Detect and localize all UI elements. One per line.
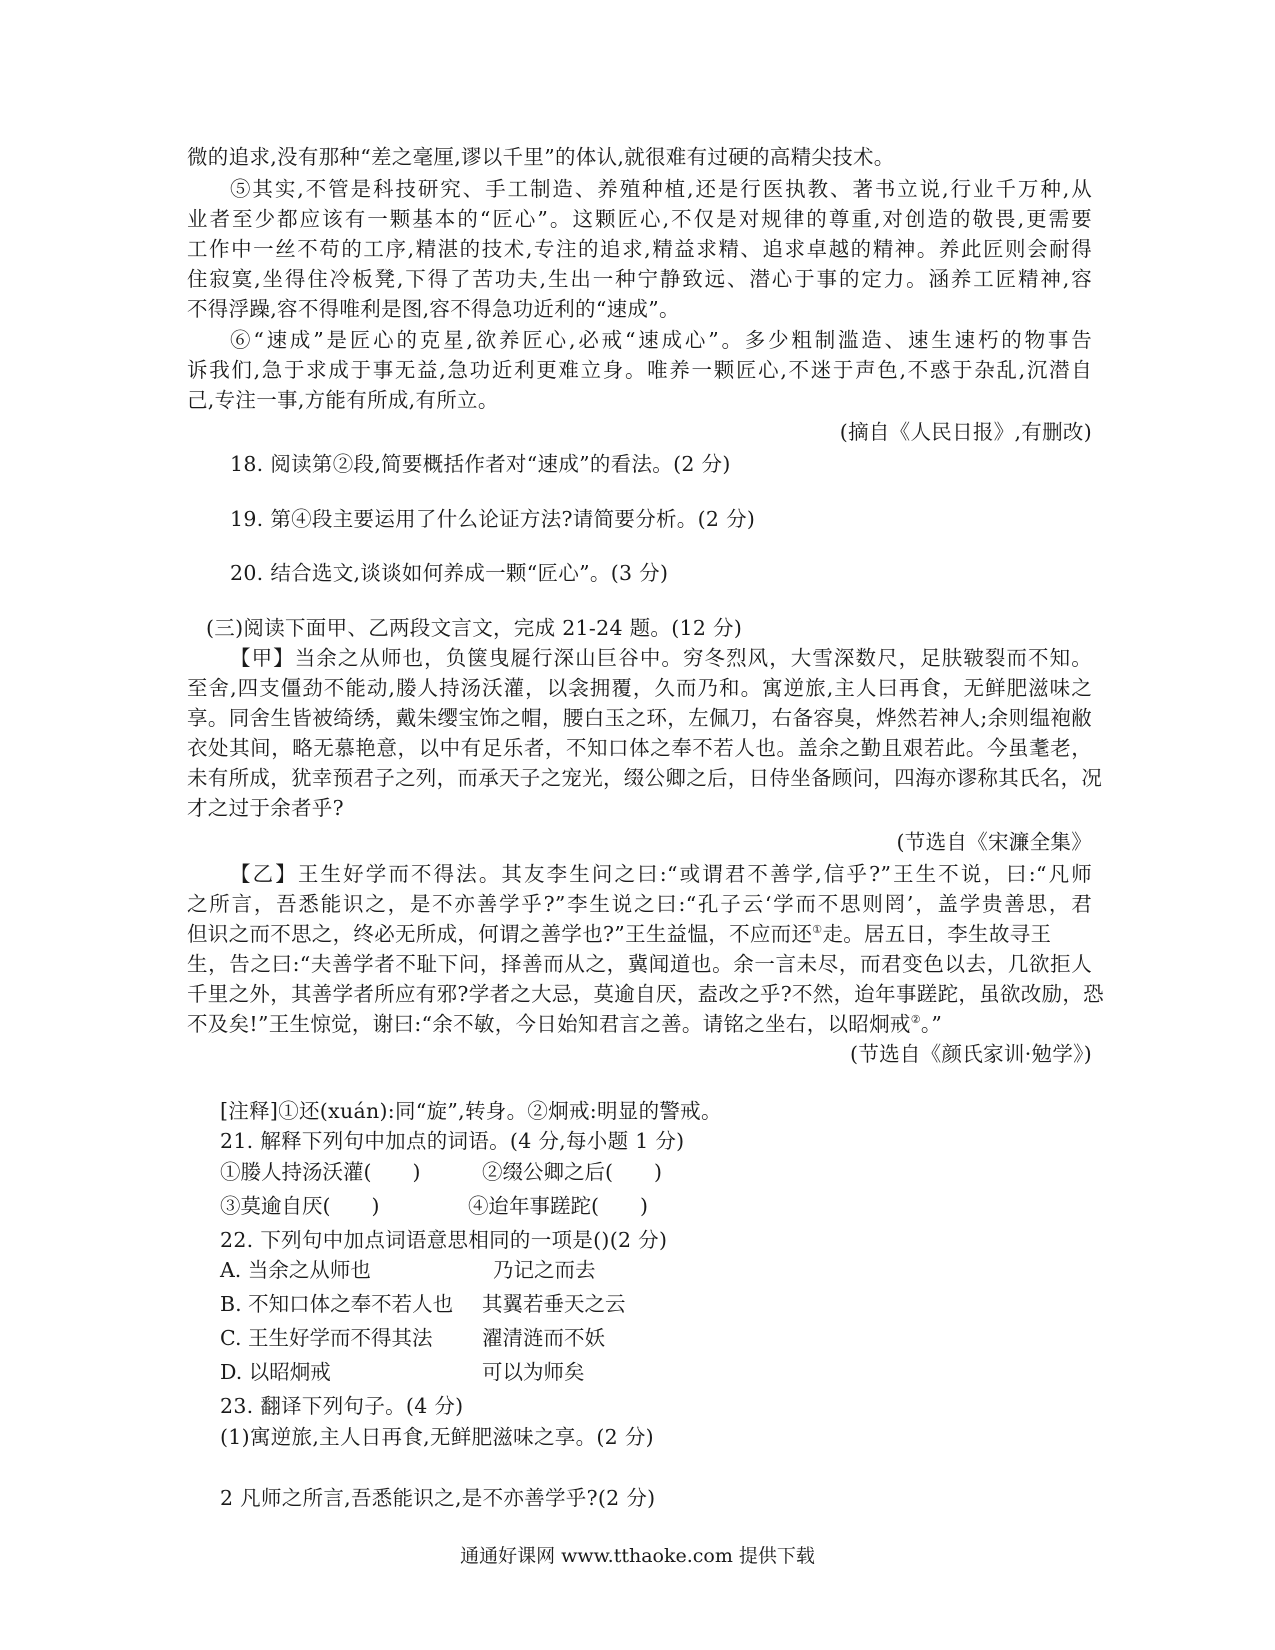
passage-yi-line: 但识之而不思之，终必无所成，何谓之善学也?”王生益愠，不应而还①走。居五日，李生故寻王 [187,922,1052,946]
passage-jia-source: (节选自《宋濂全集》 [896,830,1092,854]
paragraph-6-line: ⑥“速成”是匠心的克星,欲养匠心,必戒“速成心”。多少粗制滥造、速生速朽的物事告 [230,328,1092,352]
question-23-stem: 23. 翻译下列句子。(4 分) [220,1394,464,1418]
question-21-item: ④迨年事蹉跎( ) [468,1194,648,1218]
passage-yi-source: (节选自《颜氏家训·勉学》) [850,1042,1092,1066]
passage-yi-line: 之所言，吾悉能识之，是不亦善学乎?”李生说之曰:“孔子云‘学而不思则罔’，盖学贵善思，君 [187,892,1092,916]
paragraph-5-line: 不得浮躁,容不得唯利是图,容不得急功近利的“速成”。 [187,297,680,321]
paragraph-5-line: 业者至少都应该有一颗基本的“匠心”。这颗匠心,不仅是对规律的尊重,对创造的敬畏,更需要 [187,207,1092,231]
paragraph-5-line: ⑤其实,不管是科技研究、手工制造、养殖种植,还是行医执教、著书立说,行业千万种,从 [230,177,1092,201]
article-source: (摘自《人民日报》,有删改) [839,420,1092,444]
question-19: 19. 第④段主要运用了什么论证方法?请简要分析。(2 分) [230,507,756,531]
paragraph-5-line: 工作中一丝不苟的工序,精湛的技术,专注的追求,精益求精、追求卓越的精神。养此匠则会耐得 [187,237,1092,261]
note-marker-1: ① [812,923,823,937]
question-22-option-c-pair: 濯清涟而不妖 [482,1326,605,1350]
section-3-heading: (三)阅读下面甲、乙两段文言文，完成 21-24 题。(12 分) [206,616,743,640]
passage-jia-line: 才之过于余者乎? [187,796,344,820]
question-21-item: ③莫逾自厌( ) [220,1194,380,1218]
question-18: 18. 阅读第②段,简要概括作者对“速成”的看法。(2 分) [230,452,731,476]
question-23-sentence-2: 2 凡师之所言,吾悉能识之,是不亦善学乎?(2 分) [220,1486,656,1510]
passage-yi-line: 千里之外，其善学者所应有邪?学者之大忌，莫逾自厌，盍改之乎?不然，迨年事蹉跎，虽欲改励，恐 [187,982,1104,1006]
question-22-option-c: C. 王生好学而不得其法 [220,1326,433,1350]
question-22-option-a-pair: 乃记之而去 [493,1258,596,1282]
question-22-option-d-pair: 可以为师矣 [482,1360,585,1384]
passage-jia-line: 衣处其间，略无慕艳意，以中有足乐者，不知口体之奉不若人也。盖余之勤且艰若此。今虽耄老， [187,736,1092,760]
passage-yi-line: 不及矣!”王生惊觉，谢曰:“余不敏，今日始知君言之善。请铭之坐右，以昭炯戒②。” [187,1012,943,1036]
paragraph-6-line: 诉我们,急于求成于事无益,急功近利更难立身。唯养一颗匠心,不迷于声色,不惑于杂乱,沉潜自 [187,358,1092,382]
question-22-option-d: D. 以昭炯戒 [220,1360,331,1384]
note-marker-2: ② [910,1013,921,1027]
passage-jia-line: 享。同舍生皆被绮绣，戴朱缨宝饰之帽，腰白玉之环，左佩刀，右备容臭，烨然若神人;余则缊袍敝 [187,706,1092,730]
passage-jia-line: 未有所成，犹幸预君子之列，而承天子之宠光，缀公卿之后，日侍坐备顾问，四海亦谬称其氏名，况 [187,766,1103,790]
question-20: 20. 结合选文,谈谈如何养成一颗“匠心”。(3 分) [230,561,669,585]
passage-yi-line: 【乙】王生好学而不得法。其友李生问之曰:“或谓君不善学,信乎?”王生不说，曰:“凡师 [230,862,1092,886]
paragraph-6-line: 己,专注一事,方能有所成,有所立。 [187,388,499,412]
question-22-option-a: A. 当余之从师也 [220,1258,371,1282]
annotation-note: [注释]①还(xuán):同“旋”,转身。②炯戒:明显的警戒。 [220,1099,722,1123]
question-22-option-b-pair: 其翼若垂天之云 [482,1292,626,1316]
question-22-stem: 22. 下列句中加点词语意思相同的一项是()(2 分) [220,1228,668,1252]
passage-jia-line: 至舍,四支僵劲不能动,媵人持汤沃灌，以衾拥覆，久而乃和。寓逆旅,主人曰再食，无鲜肥滋味之 [187,676,1092,700]
question-23-sentence-1: (1)寓逆旅,主人日再食,无鲜肥滋味之享。(2 分) [220,1425,654,1449]
question-21-item: ②缀公卿之后( ) [482,1160,662,1184]
paragraph-4-end: 微的追求,没有那种“差之毫厘,谬以千里”的体认,就很难有过硬的高精尖技术。 [187,145,895,169]
passage-yi-line: 生，告之曰:“夫善学者不耻下问，择善而从之，冀闻道也。余一言未尽，而君变色以去，几欲拒人 [187,952,1092,976]
question-21-stem: 21. 解释下列句中加点的词语。(4 分,每小题 1 分) [220,1129,685,1153]
paragraph-5-line: 住寂寞,坐得住冷板凳,下得了苦功夫,生出一种宁静致远、潜心于事的定力。涵养工匠精神,容 [187,267,1092,291]
page-footer: 通通好课网 www.tthaoke.com 提供下载 [460,1545,815,1567]
question-21-item: ①媵人持汤沃灌( ) [220,1160,421,1184]
passage-jia-line: 【甲】当余之从师也，负箧曳屣行深山巨谷中。穷冬烈风，大雪深数尺，足肤皲裂而不知。 [230,646,1092,670]
question-22-option-b: B. 不知口体之奉不若人也 [220,1292,454,1316]
